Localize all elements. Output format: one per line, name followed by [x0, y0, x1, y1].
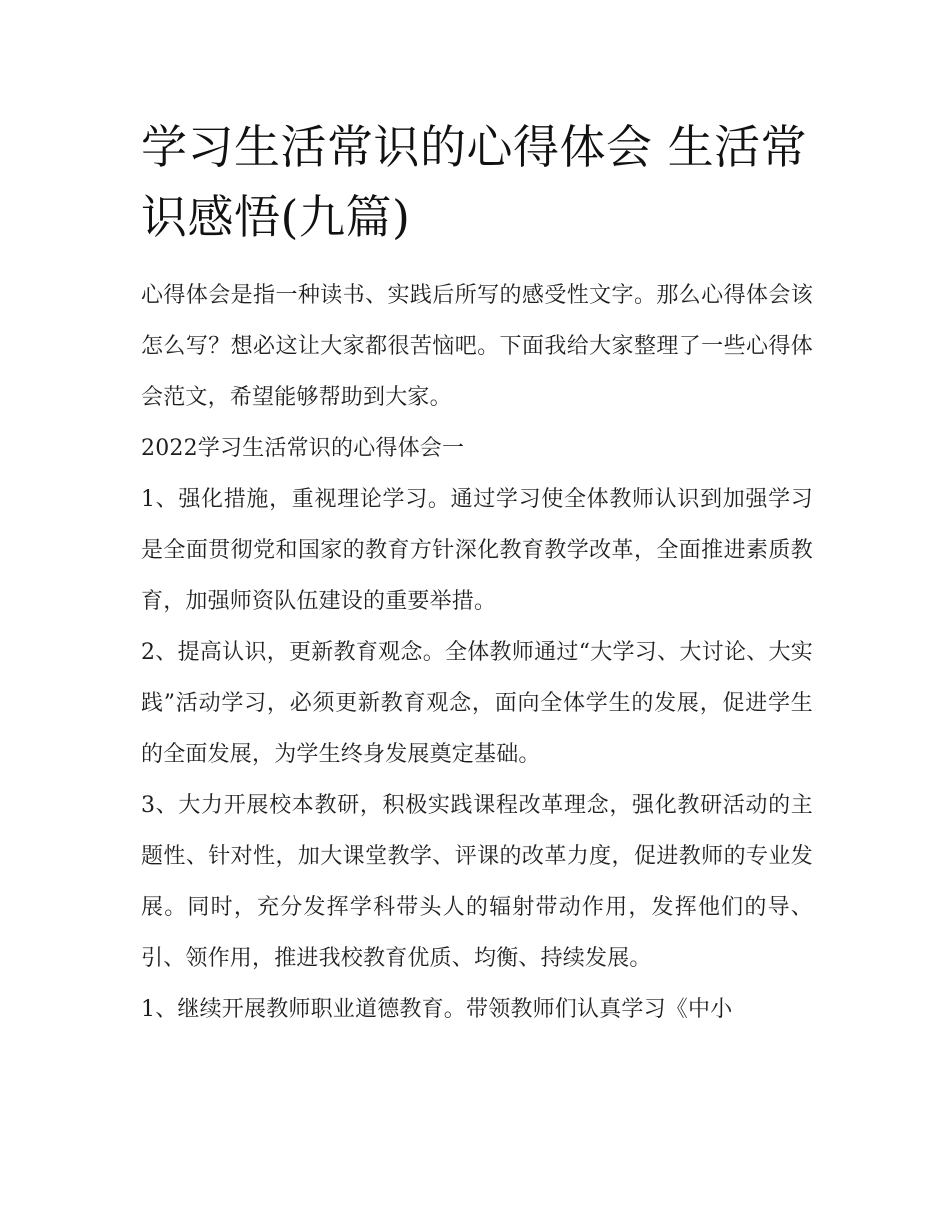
document-body: [141, 270, 813, 1035]
section-heading: 2022学习生活常识的心得体会一: [141, 436, 465, 461]
list-item-3: 3、大力开展校本教研，积极实践课程改革理念，强化教研活动的主题性、针对性，加大课堂教学、评课的改革力度，促进教师的专业发展。同时，充分发挥学科带头人的辐射带动作用，发挥他们的导、引、领作用，推进我校教育优质、均衡、持续发展。: [141, 793, 813, 971]
document-content: [141, 112, 813, 1035]
document-title: 学习生活常识的心得体会 生活常识感悟(九篇): [141, 120, 808, 244]
list-item-2: 2、提高认识，更新教育观念。全体教师通过“大学习、大讨论、大实践”活动学习，必须更新教育观念，面向全体学生的发展，促进学生的全面发展，为学生终身发展奠定基础。: [141, 640, 813, 767]
list-item-1: 1、强化措施，重视理论学习。通过学习使全体教师认识到加强学习是全面贯彻党和国家的教育方针深化教育教学改革，全面推进素质教育，加强师资队伍建设的重要举措。: [141, 487, 813, 614]
intro-paragraph: 心得体会是指一种读书、实践后所写的感受性文字。那么心得体会该怎么写？想必这让大家都很苦恼吧。下面我给大家整理了一些心得体会范文，希望能够帮助到大家。: [141, 283, 813, 410]
list-item-1-continued: 1、继续开展教师职业道德教育。带领教师们认真学习《中小: [141, 997, 733, 1022]
